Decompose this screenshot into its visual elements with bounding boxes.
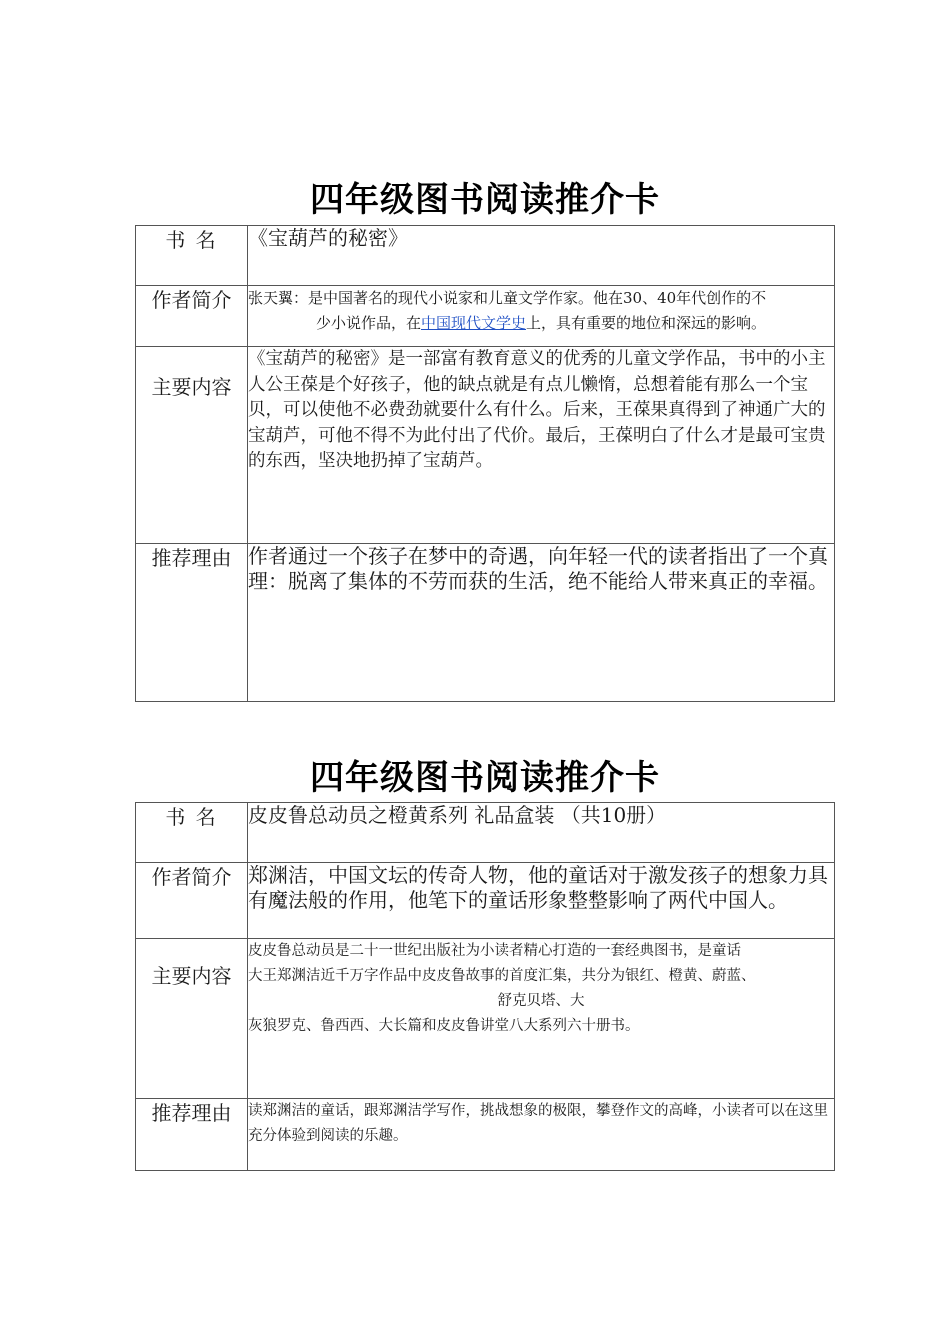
- author-intro-label: 作者简介: [136, 286, 248, 347]
- author-intro-row: [136, 863, 835, 939]
- reason-value: 读郑渊洁的童话，跟郑渊洁学写作，挑战想象的极限，攀登作文的高峰，小读者可以在这里充分体验到阅读的乐趣。: [248, 1099, 835, 1171]
- reason-row: [136, 1099, 835, 1171]
- author-intro-line-2-pre: 少小说作品，在: [315, 314, 421, 332]
- card-2-table: [135, 802, 835, 1171]
- book-name-row: [136, 226, 835, 286]
- reason-row: [136, 544, 835, 702]
- author-intro-row: [136, 286, 835, 347]
- card-1-table: [135, 225, 835, 702]
- reason-label: 推荐理由: [136, 1099, 248, 1171]
- main-content-line-2: 大王郑渊洁近千万字作品中皮皮鲁故事的首度汇集，共分为银红、橙黄、蔚蓝、: [248, 968, 756, 984]
- author-intro-value: 郑渊洁，中国文坛的传奇人物，他的童话对于激发孩子的想象力具有魔法般的作用，他笔下的童话形象整整影响了两代中国人。: [248, 863, 835, 939]
- main-content-row: [136, 939, 835, 1099]
- author-intro-line-1: 张天翼：是中国著名的现代小说家和儿童文学作家。他在30、40年代创作的不: [248, 289, 767, 307]
- book-name-label: 书 名: [136, 226, 248, 286]
- author-intro-label: 作者简介: [136, 863, 248, 939]
- book-name-row: [136, 803, 835, 863]
- card-1-title: 四年级图书阅读推介卡: [310, 180, 660, 220]
- main-content-label: 主要内容: [136, 939, 248, 1099]
- main-content-line-1: 皮皮鲁总动员是二十一世纪出版社为小读者精心打造的一套经典图书，是童话: [248, 943, 741, 959]
- main-content-row: [136, 347, 835, 544]
- literature-history-link[interactable]: 中国现代文学史: [420, 314, 526, 332]
- main-content-line-4: 灰狼罗克、鲁西西、大长篇和皮皮鲁讲堂八大系列六十册书。: [248, 1018, 640, 1034]
- book-name-label: 书 名: [136, 803, 248, 863]
- main-content-label: 主要内容: [136, 347, 248, 544]
- book-name-value: 皮皮鲁总动员之橙黄系列 礼品盒装 （共10册）: [248, 803, 835, 863]
- reason-label: 推荐理由: [136, 544, 248, 702]
- card-2-title: 四年级图书阅读推介卡: [310, 758, 660, 798]
- author-intro-value: [248, 286, 835, 347]
- main-content-value: [248, 939, 835, 1099]
- main-content-value: 《宝葫芦的秘密》是一部富有教育意义的优秀的儿童文学作品，书中的小主人公王葆是个好孩子，他的缺点就是有点儿懒惰，总想着能有那么一个宝贝，可以使他不必费劲就要什么有什么。后来，王葆果真得到了神通广大的宝葫芦，可他不得不为此付出了代价。最后，王葆明白了什么才是最可宝贵的东西，坚决地扔掉了宝葫芦。: [248, 347, 835, 544]
- author-intro-line-2: [248, 311, 834, 336]
- book-name-value: 《宝葫芦的秘密》: [248, 226, 835, 286]
- reason-value: 作者通过一个孩子在梦中的奇遇，向年轻一代的读者指出了一个真理：脱离了集体的不劳而获的生活，绝不能给人带来真正的幸福。: [248, 544, 835, 702]
- author-intro-line-2-post: 上，具有重要的地位和深远的影响。: [526, 314, 767, 332]
- main-content-line-3: 舒克贝塔、大: [497, 993, 585, 1009]
